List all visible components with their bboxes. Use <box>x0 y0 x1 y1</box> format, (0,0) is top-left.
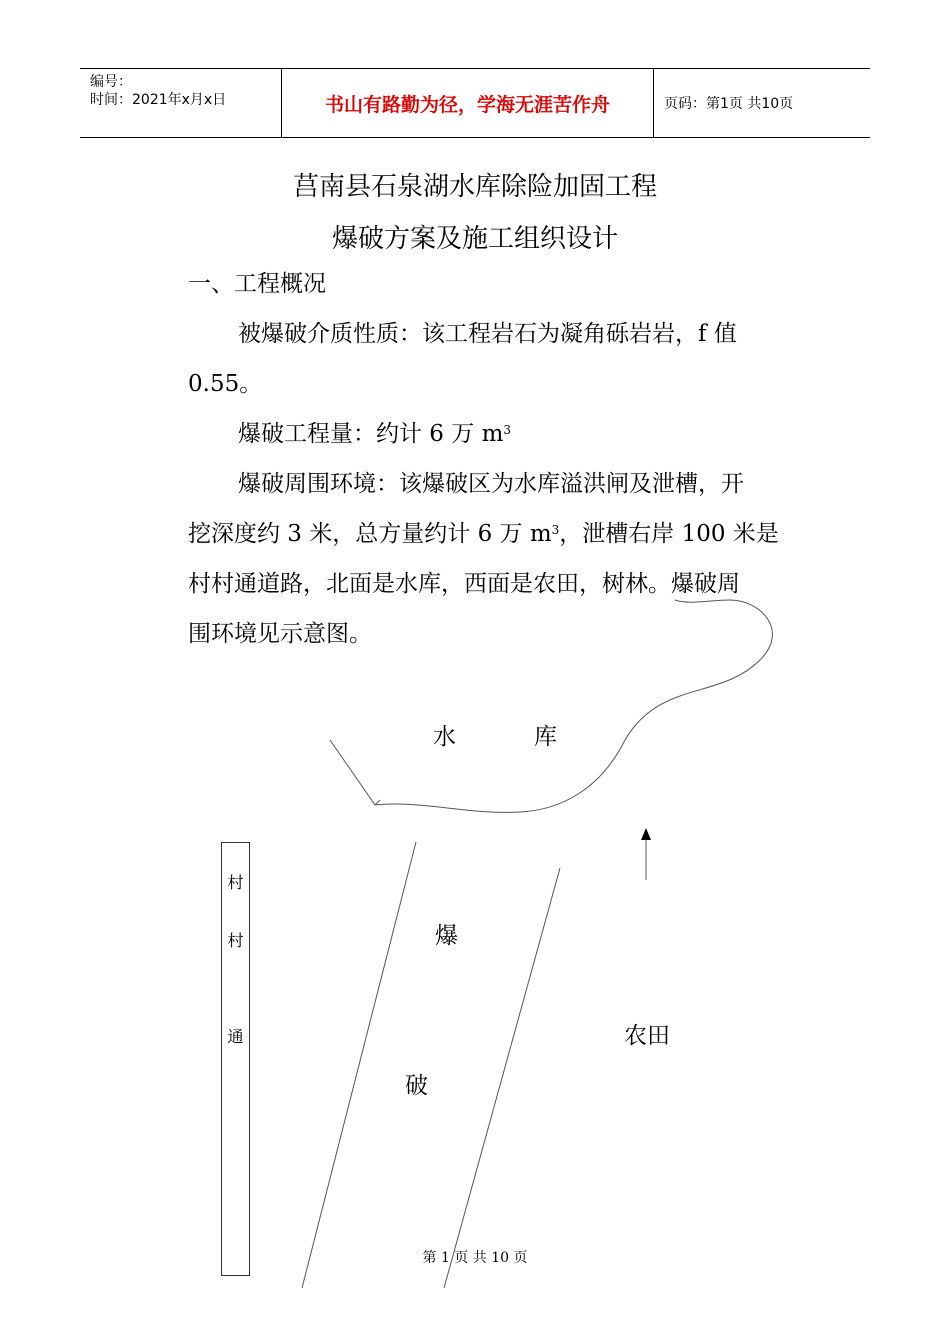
volume-text: 爆破工程量：约计 6 万 m <box>238 421 504 447</box>
channel-right-bank <box>444 868 560 1288</box>
village-road <box>221 842 250 1276</box>
blast-label-2: 破 <box>405 1073 428 1099</box>
env-line2-a: 挖深度约 3 米，总方量约计 6 万 m <box>188 521 552 547</box>
motto-text: 书山有路勤为径，学海无涯苦作舟 <box>324 93 610 116</box>
doc-title-line2: 爆破方案及施工组织设计 <box>331 224 618 254</box>
env-line2-sup: 3 <box>551 523 560 537</box>
section-heading: 一、工程概况 <box>188 271 326 297</box>
doc-title-line1: 莒南县石泉湖水库除险加固工程 <box>292 172 657 202</box>
para-medium-line1: 被爆破介质性质：该工程岩石为凝角砾岩岩，f 值 <box>238 321 737 347</box>
env-line2-b: ，泄槽右岸 100 米是 <box>559 521 779 547</box>
blast-label-1: 爆 <box>435 923 458 949</box>
road-label-2: 村 <box>227 931 244 950</box>
road-label-3: 通 <box>227 1027 244 1046</box>
doc-number-label: 编号： <box>90 74 132 90</box>
para-env-line4: 围环境见示意图。 <box>188 621 372 647</box>
para-env-line3: 村村通道路，北面是水库，西面是农田，树林。爆破周 <box>188 571 740 597</box>
volume-sup: 3 <box>503 423 512 437</box>
doc-time: 时间：2021年x月x日 <box>90 92 227 108</box>
para-medium-line2: 0.55。 <box>188 371 263 397</box>
farmland-label: 农田 <box>624 1023 670 1049</box>
north-arrow-icon <box>641 828 651 840</box>
page-footer: 第 1 页 共 10 页 <box>422 1250 528 1266</box>
reservoir-label-2: 库 <box>534 724 557 750</box>
para-env-line1: 爆破周围环境：该爆破区为水库溢洪闸及泄槽，开 <box>238 471 744 497</box>
road-label-1: 村 <box>227 873 244 892</box>
reservoir-shoreline <box>330 600 772 812</box>
reservoir-label-1: 水 <box>433 724 456 750</box>
channel-left-bank <box>302 842 416 1288</box>
page-info-text: 页码：第1页 共10页 <box>664 96 794 112</box>
